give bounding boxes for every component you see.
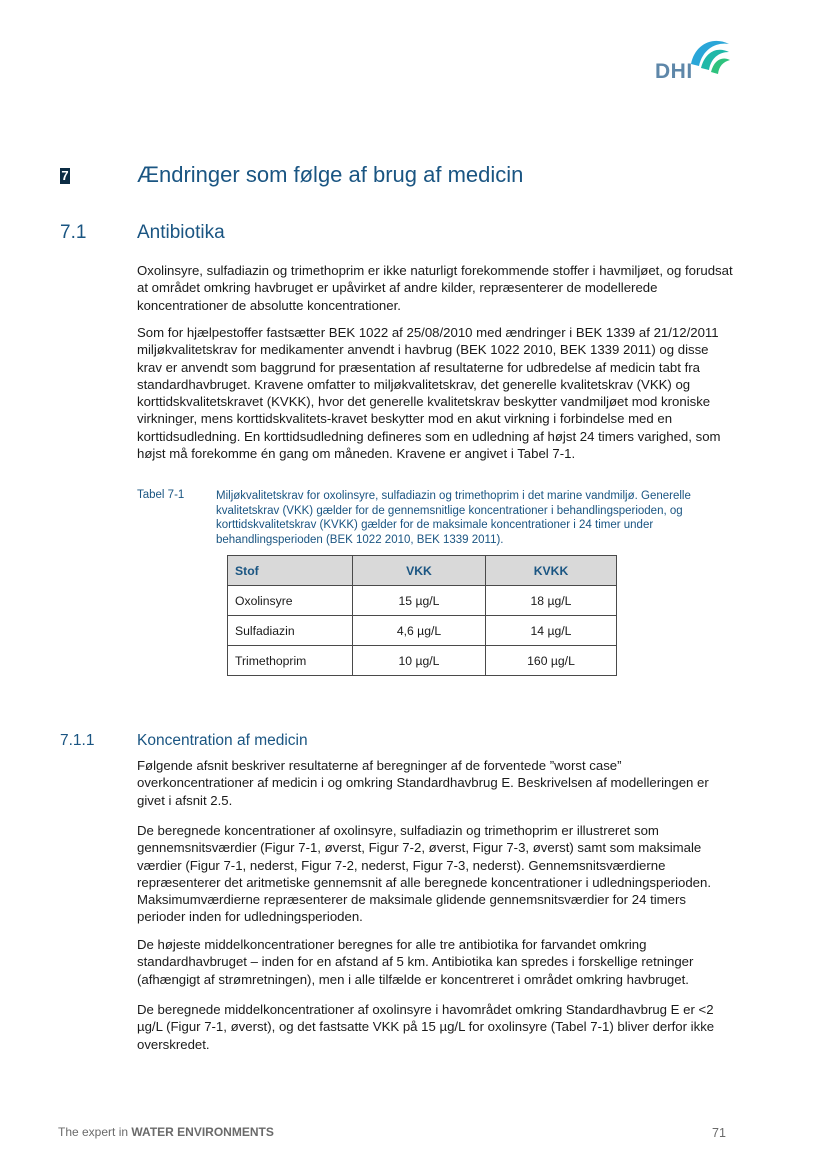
page-number: 71	[712, 1126, 726, 1140]
table-cell: Oxolinsyre	[228, 586, 353, 616]
chapter-number: 7	[61, 168, 69, 183]
table-cell: 10 µg/L	[353, 646, 486, 676]
table-caption-text: Miljøkvalitetskrav for oxolinsyre, sulfadiazin og trimethoprim i det marine vandmiljø. Generelle kvalitetskrav (VKK) gælder for de gennemsnitlige koncentrationer i behandlingsperioden, og korttidskvalitetskrav (KVKK) gælder for de maksimale koncentrationer i 24 timer under behandlingsperioden (BEK 1022 2010, BEK 1339 2011).	[216, 490, 691, 546]
paragraph: Følgende afsnit beskriver resultaterne af beregninger af de forventede ”worst case” overkoncentrationer af medicin i og omkring Standardhavbrug E. Beskrivelsen af modelleringen er givet i afsnit 2.5.	[137, 758, 709, 808]
table-caption-label: Tabel 7-1	[137, 489, 185, 501]
table-row	[228, 646, 617, 676]
table-cell: Sulfadiazin	[228, 616, 353, 646]
paragraph: De beregnede koncentrationer af oxolinsyre, sulfadiazin og trimethoprim er illustreret som gennemsnitsværdier (Figur 7-1, øverst, Figur 7-2, øverst, Figur 7-3, øverst) samt som maksimale værdier (Figur 7-1, nederst, Figur 7-2, nederst, Figur 7-3, nederst). Gennemsnitsværdierne repræsenterer det aritmetiske gennemsnit af alle beregnede koncentrationer i udledningsperioden. Maksimumværdierne repræsenterer de maksimale glidende gennemsnitsværdier for 24 timers perioder inden for udledningsperioden.	[137, 823, 712, 925]
paragraph: De beregnede middelkoncentrationer af oxolinsyre i havområdet omkring Standardhavbrug E er <2 µg/L (Figur 7-1, øverst), og det fastsatte VKK på 15 µg/L for oxolinsyre (Tabel 7-1) bliver derfor ikke overskredet.	[137, 1002, 715, 1052]
table-row	[228, 586, 617, 616]
footer-tagline	[58, 1125, 274, 1139]
table-cell: 4,6 µg/L	[353, 616, 486, 646]
subsection-title: Koncentration af medicin	[137, 732, 308, 749]
table-header-cell: VKK	[353, 556, 486, 586]
dhi-logo	[655, 34, 733, 82]
table-cell: 15 µg/L	[353, 586, 486, 616]
paragraph: De højeste middelkoncentrationer beregnes for alle tre antibiotika for farvandet omkring standardhavbruget – inden for en afstand af 5 km. Antibiotika kan spredes i forskellige retninger (afhængigt af strømretningen), men i alle tilfælde er koncentreret i området omkring havbruget.	[137, 937, 694, 987]
footer-tagline-bold: WATER ENVIRONMENTS	[131, 1125, 274, 1139]
table-cell: 18 µg/L	[486, 586, 617, 616]
table-header-cell: KVKK	[486, 556, 617, 586]
table-row	[228, 616, 617, 646]
logo-text: DHI	[655, 60, 693, 83]
section-title: Antibiotika	[137, 222, 225, 243]
table-cell: 160 µg/L	[486, 646, 617, 676]
section-number: 7.1	[60, 222, 87, 243]
table-cell: 14 µg/L	[486, 616, 617, 646]
table-header-cell: Stof	[228, 556, 353, 586]
paragraph: Som for hjælpestoffer fastsætter BEK 1022 af 25/08/2010 med ændringer i BEK 1339 af 21/12/2011 miljøkvalitetskrav for medikamenter anvendt i havbrug (BEK 1022 2010, BEK 1339 2011) og disse krav er anvendt som baggrund for præsentation af resultaterne for udbredelse af medicin tabt fra standardhavbruget. Kravene omfatter to miljøkvalitetskrav, det generelle kvalitetskrav (VKK) og korttidskvalitetskravet (KVKK), hvor det generelle kvalitetskrav beskytter vandmiljøet mod kroniske virkninger, mens korttidskvalitets-kravet beskytter mod en akut virkning i forbindelse med en korttidsudledning. En korttidsudledning defineres som en udledning af højst 24 timers varighed, som højst må forekomme én gang om måneden. Kravene er angivet i Tabel 7-1.	[137, 325, 721, 462]
table-cell: Trimethoprim	[228, 646, 353, 676]
paragraph: Oxolinsyre, sulfadiazin og trimethoprim er ikke naturligt forekommende stoffer i havmiljøet, og forudsat at området omkring havbruget er upåvirket af andre kilder, repræsenterer de modellerede koncentrationer de absolutte koncentrationer.	[137, 263, 733, 313]
footer-tagline-prefix: The expert in	[58, 1125, 132, 1139]
table-header-row	[228, 556, 617, 586]
subsection-number: 7.1.1	[60, 732, 95, 749]
quality-standards-table	[227, 555, 617, 676]
chapter-title: Ændringer som følge af brug af medicin	[137, 162, 524, 187]
